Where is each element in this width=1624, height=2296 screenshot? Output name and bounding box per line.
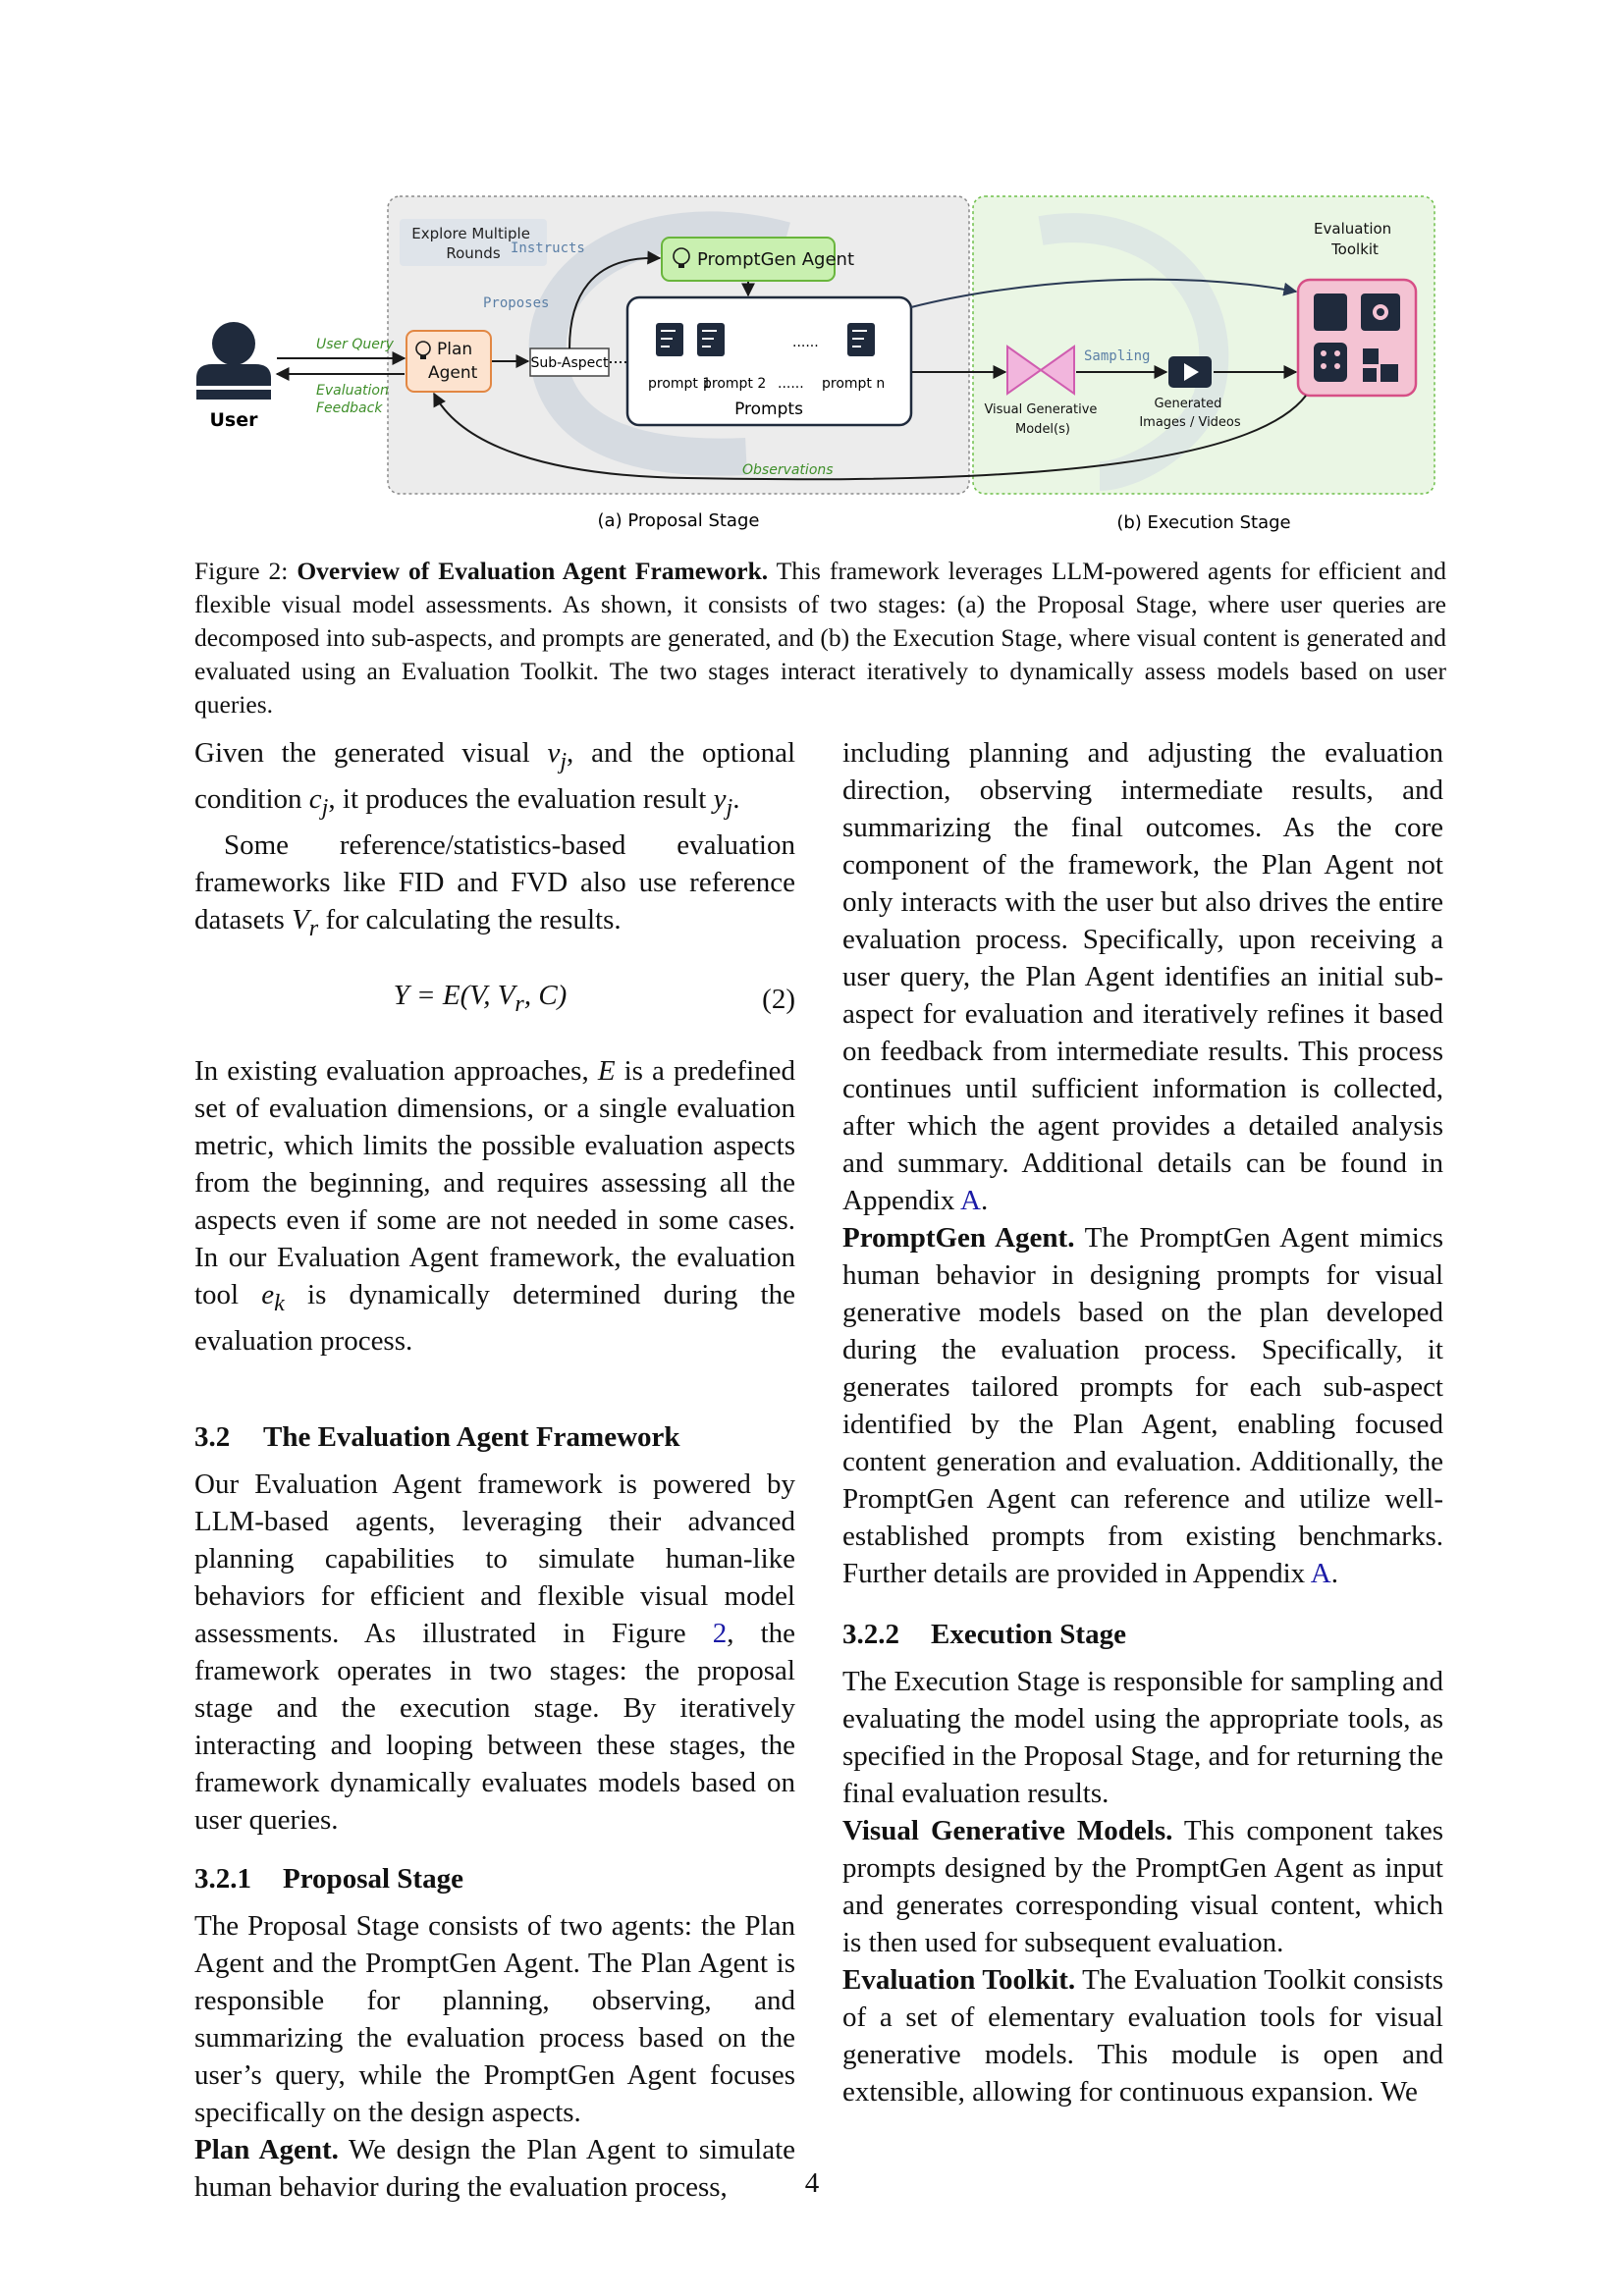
svg-text:Evaluation Feedback [316, 383, 393, 416]
toolkit-line2: Toolkit [1331, 240, 1379, 258]
caption-text: This framework leverages LLM-powered agents for efficient and flexible visual model assessments. As shown, it consists of two stages: (a) the Proposal Stage, where user queries are decomposed into sub-aspects, and prompts are generated, and (b) the Execution Stage, where visual content is generated and evaluated using an Evaluation Toolkit. The two stages interact iteratively to dynamically assess models based on user queries. [194, 557, 1446, 719]
paragraph: In existing evaluation approaches, E is a predefined set of evaluation dimensions, or a single evaluation metric, which limits the possible evaluation aspects from the beginning, and requires assessing all the aspects even if some are not needed in some cases. In our Evaluation Agent framework, the evaluation tool $e_k$ is dynamically determined during the evaluation process. [194, 1055, 795, 1358]
eval-feedback-line1: Evaluation [316, 383, 389, 399]
section-heading: 3.2 The Evaluation Agent Framework [194, 1421, 680, 1454]
framework-diagram [177, 182, 1453, 540]
user-icon [196, 322, 271, 400]
paragraph: Visual Generative Models. This component takes prompts designed by the PromptGen Agent as input and generates corresponding visual content, which is then used for subsequent evaluation. [842, 1815, 1443, 1958]
prompt-dots: ...... [778, 376, 804, 392]
vgm-line2: Model(s) [1015, 422, 1070, 437]
subsection-heading: 3.2.1 Proposal Stage [194, 1863, 463, 1896]
observations-label: Observations [742, 462, 834, 478]
eval-feedback-line2: Feedback [316, 400, 383, 416]
paragraph: including planning and adjusting the evaluation direction, observing intermediate results, and summarizing the final outcomes. As the core component of the framework, the Plan Agent not only interacts with the user but also drives the entire evaluation process. Specifically, upon receiving a user query, the Plan Agent identifies an initial sub-aspect for evaluation and iteratively refines it based on feedback from intermediate results. This process continues until sufficient information is collected, after which the agent provides a detailed analysis and summary. Additional details can be found in Appendix A. [842, 737, 1443, 1216]
sampling-label: Sampling [1084, 348, 1151, 364]
page-number: 4 [804, 2167, 820, 2199]
prompt-n-label: prompt n [822, 376, 886, 392]
plan-agent-line1: Plan [437, 340, 473, 359]
sub-aspect-label: Sub-Aspect [530, 355, 609, 371]
vgm-line1: Visual Generative [984, 402, 1098, 417]
promptgen-agent-label: PromptGen Agent [697, 249, 855, 270]
appendix-ref-link[interactable]: A [960, 1185, 981, 1216]
paragraph: Evaluation Toolkit. The Evaluation Toolkit consists of a set of elementary evaluation tools for visual generative models. This module is open and extensible, allowing for continuous expansion. We [842, 1964, 1443, 2108]
equation-2: Y = E(V, $V_r$, C) (2) [393, 980, 795, 1017]
prompt-1-label: prompt 1 [648, 376, 712, 392]
paragraph: The Execution Stage is responsible for sampling and evaluating the model using the appropriate tools, as specified in the Proposal Stage, and for returning the final evaluation results. [842, 1666, 1443, 1809]
paragraph: Plan Agent. We design the Plan Agent to simulate human behavior during the evaluation process, [194, 2134, 795, 2204]
user-query-label: User Query [316, 337, 394, 352]
prompt-dots-top: ...... [792, 335, 819, 350]
instructs-label: Instructs [511, 240, 585, 256]
proposes-label: Proposes [483, 295, 550, 311]
generated-line1: Generated [1154, 397, 1222, 411]
figure-caption [194, 555, 1446, 721]
explore-rounds-line2: Rounds [446, 244, 501, 262]
paragraph: The Proposal Stage consists of two agents: the Plan Agent and the PromptGen Agent. The Plan Agent is responsible for planning, observing, and summarizing the evaluation process based on the user’s query, while the PromptGen Agent focuses specifically on the design aspects. [194, 1910, 795, 2129]
proposal-stage-label: (a) Proposal Stage [597, 510, 760, 531]
execution-stage-label: (b) Execution Stage [1116, 512, 1291, 533]
prompt-2-label: prompt 2 [703, 376, 767, 392]
prompts-label: Prompts [734, 400, 803, 419]
paragraph: Our Evaluation Agent framework is powered by LLM-based agents, leveraging their advanced planning capabilities to simulate human-like behaviors for efficient and flexible visual model assessments. As illustrated in Figure 2, the framework operates in two stages: the proposal stage and the execution stage. By iteratively interacting and looping between these stages, the framework dynamically evaluates models based on user queries. [194, 1468, 796, 1837]
caption-label: Figure 2: [194, 557, 289, 585]
toolkit-line1: Evaluation [1314, 220, 1392, 238]
subsection-heading: 3.2.2 Execution Stage [842, 1619, 1126, 1650]
user-label: User [209, 409, 258, 431]
plan-agent-line2: Agent [428, 363, 478, 383]
right-column [842, 734, 1443, 2110]
paragraph: PromptGen Agent. The PromptGen Agent mimics human behavior in designing prompts for visual generative models based on the plan developed during the evaluation process. Specifically, it generates tailored prompts for each sub-aspect identified by the Plan Agent, enabling focused content generation and evaluation. Additionally, the PromptGen Agent can reference and utilize well-established prompts from existing benchmarks. Further details are provided in Appendix A. [842, 1222, 1444, 1589]
paragraph: Some reference/statistics-based evaluation frameworks like FID and FVD also use reference datasets $V_r$ for calculating the results. [194, 828, 795, 941]
equation-number: (2) [762, 984, 795, 1016]
figure-ref-link[interactable]: 2 [712, 1618, 728, 1650]
caption-title: Overview of Evaluation Agent Framework. [297, 557, 769, 585]
paragraph: Given the generated visual $v_j$, and the optional condition $c_j$, it produces the evaluation result $y_j$. [194, 737, 795, 821]
framework-figure [177, 182, 1453, 540]
explore-rounds-line1: Explore Multiple [411, 225, 530, 242]
generated-line2: Images / Videos [1139, 415, 1241, 430]
left-column [194, 734, 795, 2206]
appendix-ref-link[interactable]: A [1310, 1558, 1331, 1589]
